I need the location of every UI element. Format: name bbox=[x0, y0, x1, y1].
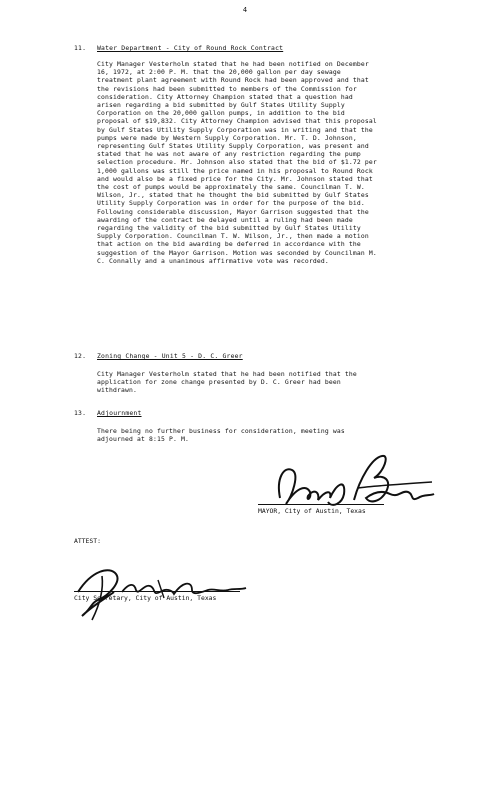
attest-label: ATTEST: bbox=[74, 537, 101, 545]
item-heading: Zoning Change - Unit 5 - D. C. Greer bbox=[97, 352, 243, 360]
item-heading: Water Department - City of Round Rock Contract bbox=[97, 44, 284, 52]
city-secretary-caption: City Secretary, City of Austin, Texas bbox=[74, 594, 217, 602]
item-paragraph: There being no further business for consideration, meeting was adjourned at 8:15 P. M. bbox=[97, 427, 345, 444]
mayor-signature-line bbox=[258, 504, 384, 505]
page-number: 4 bbox=[242, 6, 248, 14]
item-heading: Adjournment bbox=[97, 409, 142, 417]
item-number: 13. bbox=[74, 409, 87, 417]
item-number: 11. bbox=[74, 44, 87, 52]
item-number: 12. bbox=[74, 352, 87, 360]
mayor-caption: MAYOR, City of Austin, Texas bbox=[258, 507, 366, 515]
city-secretary-signature bbox=[62, 552, 252, 624]
city-secretary-signature-line bbox=[74, 591, 240, 592]
item-paragraph: City Manager Vesterholm stated that he had been notified that the application for zone change presented by D. C. Greer had been withdrawn. bbox=[97, 370, 357, 395]
item-paragraph: City Manager Vesterholm stated that he had been notified on December 16, 1972, at 2:00 P. M. that the 20,000 gallon per day sewage treatment plant agreement with Round Rock had been approved and that the revisions had been submitted to members of the Commission for consideration. City Attorney Champion stated that a question had arisen regarding a bid submitted by Gulf States Utility Supply Corporation on the 20,000 gallon pumps, in addition to the bid proposal of $19,832. City Attorney Champion advised that this proposal by Gulf States Utility Supply Corporation was in writing and that the pumps were made by Western Supply Corporation. Mr. T. D. Johnson, representing Gulf States Utility Supply Corporation, was present and stated that he was not aware of any restriction regarding the pump selection procedure. Mr. Johnson also stated that the bid of $1.72 per 1,000 gallons was still the price named in his proposal to Round Rock and would also be a fixed price for the City. Mr. Johnson stated that the cost of pumps would be approximately the same. Councilman T. W. Wilson, Jr., stated that he thought the bid submitted by Gulf States Utility Supply Corporation was in order for the purpose of the bid. Following considerable discussion, Mayor Garrison suggested that the awarding of the contract be delayed until a ruling had been made regarding the validity of the bid submitted by Gulf States Utility Supply Corporation. Councilman T. W. Wilson, Jr., then made a motion that action on the bid awarding be deferred in accordance with the suggestion of the Mayor Garrison. Motion was seconded by Councilman M. C. Connally and a unanimous affirmative vote was recorded. bbox=[97, 60, 377, 265]
